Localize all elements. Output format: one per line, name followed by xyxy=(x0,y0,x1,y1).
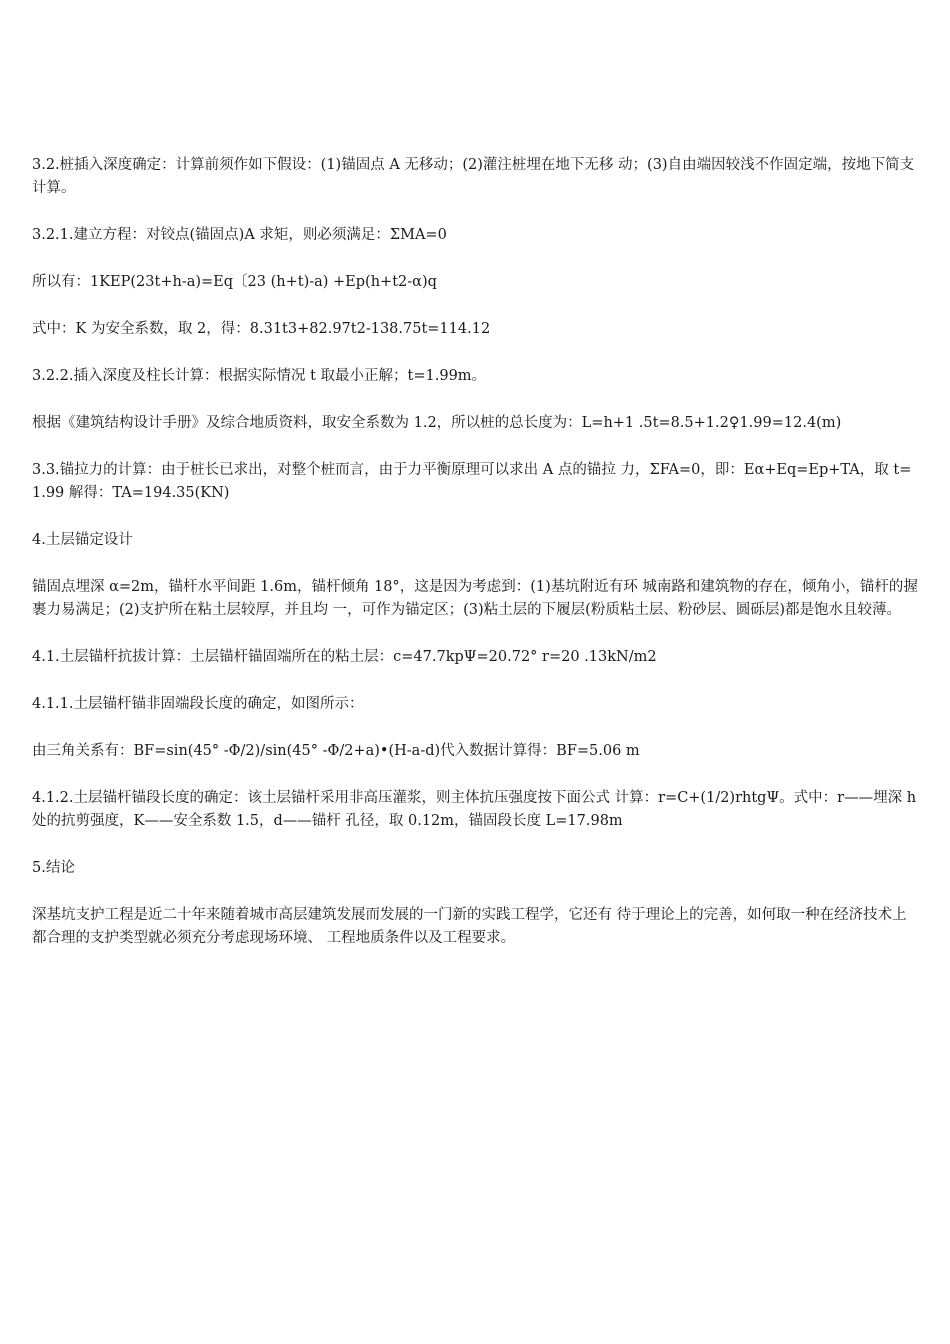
section-heading-4: 4.土层锚定设计 xyxy=(32,532,133,548)
paragraph-4-1: 4.1.土层锚杆抗拔计算：土层锚杆锚固端所在的粘土层：c=47.7kpΨ=20.72° r=20 .13kN/m2 xyxy=(32,649,657,665)
paragraph-pile-length: 根据《建筑结构设计手册》及综合地质资料，取安全系数为 1.2，所以桩的总长度为：L=h+1 .5t=8.5+1.2♀1.99=12.4(m) xyxy=(32,415,842,431)
paragraph-3-2: 3.2.桩插入深度确定：计算前须作如下假设：(1)锚固点 A 无移动；(2)灌注桩埋在地下无移 动；(3)自由端因较浅不作固定端，按地下简支计算。 xyxy=(32,157,915,196)
paragraph-safety-factor: 式中：K 为安全系数，取 2，得：8.31t3+82.97t2-138.75t=114.12 xyxy=(32,321,491,337)
document-body xyxy=(32,154,920,974)
paragraph-anchor-design: 锚固点埋深 α=2m，锚杆水平间距 1.6m，锚杆倾角 18°，这是因为考虑到：(1)基坑附近有环 城南路和建筑物的存在，倾角小，锚杆的握裹力易满足；(2)支护所在粘土层较厚，并且均 一，可作为锚定区；(3)粘土层的下履层(粉质粘土层、粉砂层、圆砾层)都是饱水且较薄。 xyxy=(32,579,918,618)
paragraph-triangle-relation: 由三角关系有：BF=sin(45° -Φ/2)/sin(45° -Φ/2+a)•(H-a-d)代入数据计算得：BF=5.06 m xyxy=(32,743,640,759)
paragraph-4-1-1: 4.1.1.土层锚杆锚非固端段长度的确定，如图所示： xyxy=(32,696,364,712)
paragraph-3-2-2: 3.2.2.插入深度及柱长计算：根据实际情况 t 取最小正解；t=1.99m。 xyxy=(32,368,487,384)
paragraph-3-3: 3.3.锚拉力的计算：由于桩长已求出，对整个桩而言，由于力平衡原理可以求出 A 点的锚拉 力，ΣFA=0，即：Eα+Eq=Ep+TA，取 t=1.99 解得：TA=194.35(KN) xyxy=(32,462,912,501)
section-heading-5: 5.结论 xyxy=(32,860,75,876)
paragraph-4-1-2: 4.1.2.土层锚杆锚段长度的确定：该土层锚杆采用非高压灌浆，则主体抗压强度按下面公式 计算：r=C+(1/2)rhtgΨ。式中：r——埋深 h 处的抗剪强度，K——安全系数 1.5，d——锚杆 孔径，取 0.12m，锚固段长度 L=17.98m xyxy=(32,790,917,829)
paragraph-equation: 所以有：1KEP(23t+h-a)=Eq〔23 (h+t)-a) +Ep(h+t2-α)q xyxy=(32,274,437,290)
paragraph-3-2-1: 3.2.1.建立方程：对铰点(锚固点)A 求矩，则必须满足：ΣMA=0 xyxy=(32,227,447,243)
paragraph-conclusion: 深基坑支护工程是近二十年来随着城市高层建筑发展而发展的一门新的实践工程学，它还有 待于理论上的完善，如何取一种在经济技术上都合理的支护类型就必须充分考虑现场环境、 工程地质条件以及工程要求。 xyxy=(32,907,907,946)
